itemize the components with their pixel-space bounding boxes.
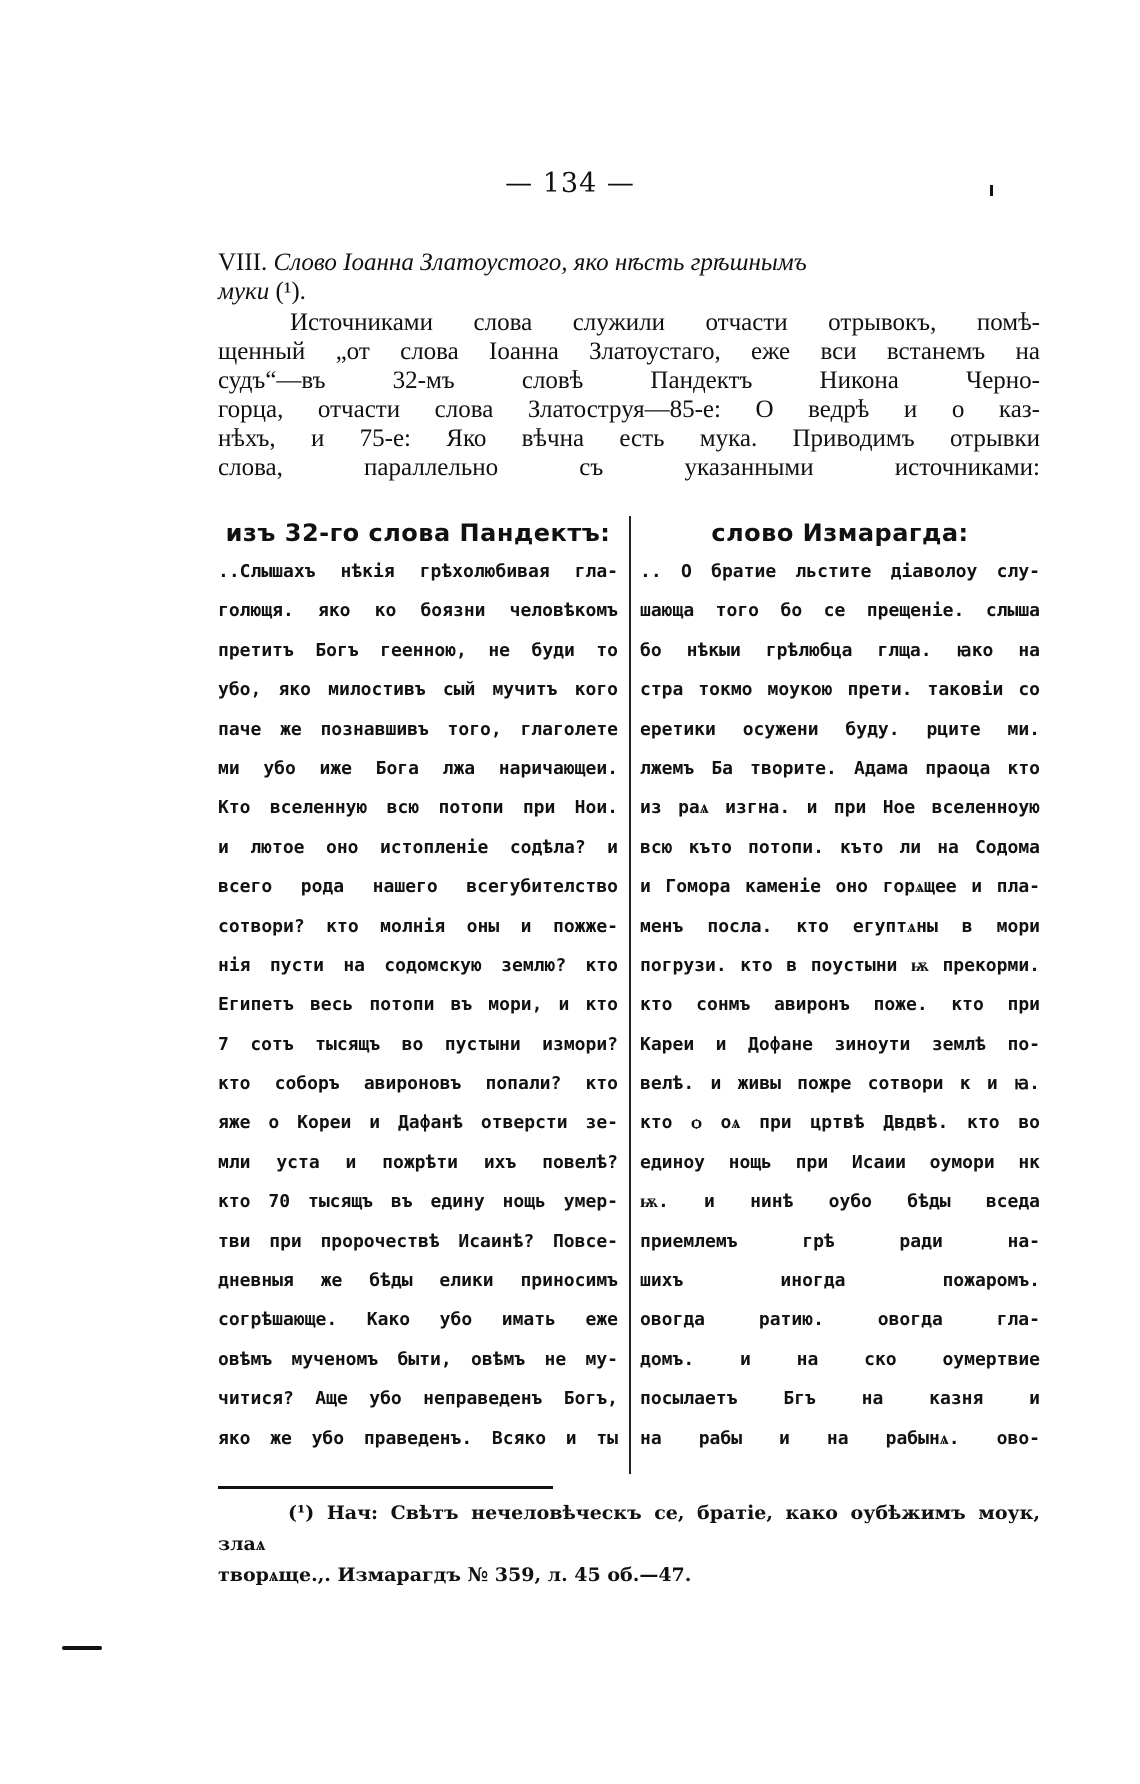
text-line: бо нѣкыи грѣлюбца глща. ꙗко на — [640, 639, 1040, 661]
body-line: щенный „от слова Іоанна Златоустаго, еже вси встанемъ на — [218, 338, 1040, 365]
text-line: приемлемъ грѣ ради на- — [640, 1230, 1040, 1252]
text-line: кто соборъ авироновъ попали? кто — [218, 1073, 618, 1095]
text-line: домъ. и на ско оумертвие — [640, 1348, 1040, 1370]
text-line: мли уста и пожрѣти ихъ повелѣ? — [218, 1151, 618, 1173]
body-line: горца, отчасти слова Златоструя—85-е: О ведрѣ и о каз- — [218, 396, 1040, 423]
text-line: из раѧ изгна. и при Ное вселенноую — [640, 797, 1040, 819]
text-line: посылаетъ Бгъ на казня и — [640, 1388, 1040, 1410]
text-line: читися? Аще убо неправеденъ Богъ, — [218, 1388, 618, 1410]
section-title: Слово Іоанна Златоустого, яко нѣсть грѣшнымъ — [273, 249, 807, 276]
body-line: Источниками слова служили отчасти отрывокъ, помѣ- — [290, 309, 1040, 336]
right-column — [640, 516, 1040, 1458]
left-column-title: изъ 32-го слова Пандектъ: — [225, 519, 611, 547]
text-line: 7 сотъ тысящъ во пустыни измори? — [218, 1033, 618, 1055]
text-line: Египетъ весь потопи въ мори, и кто — [218, 994, 618, 1016]
text-line: шихъ иногда пожаромъ. — [640, 1270, 1040, 1292]
text-line: тви при пророчествѣ Исаинѣ? Повсе- — [218, 1230, 618, 1252]
text-line: претитъ Богъ геенною, не буди то — [218, 639, 618, 661]
margin-mark — [62, 1646, 102, 1650]
scan-mark — [990, 185, 993, 196]
text-line: согрѣшающе. Како убо имать еже — [218, 1309, 618, 1331]
text-line: голющя. яко ко боязни человѣкомъ — [218, 600, 618, 622]
text-line: и лютое оно истопленіе содѣла? и — [218, 836, 618, 858]
footnote-line: творѧще.,. Измарагдъ № 359, л. 45 об.—47. — [218, 1564, 692, 1586]
text-line: велѣ. и живы пожре сотвори к и ꙗ. — [640, 1073, 1040, 1095]
parallel-texts — [218, 516, 1040, 1474]
right-column-title: слово Измарагда: — [711, 519, 969, 547]
column-divider — [629, 516, 631, 1474]
text-line: на рабы и на рабынѧ. ово- — [640, 1427, 1040, 1449]
text-line: шающа того бо се прещеніе. слыша — [640, 600, 1040, 622]
text-line: еретики осужени буду. рците ми. — [640, 718, 1040, 740]
body-line: судъ“—въ 32-мъ словѣ Пандектъ Никона Черно- — [218, 367, 1040, 394]
left-column-body — [218, 552, 618, 1458]
text-line: нія пусти на содомскую землю? кто — [218, 954, 618, 976]
footnote-rule — [218, 1486, 553, 1489]
left-column — [218, 516, 618, 1458]
text-line: Кто вселенную всю потопи при Нои. — [218, 797, 618, 819]
intro-paragraph — [218, 308, 1040, 482]
page-number: — 134 — — [505, 168, 635, 199]
text-line: .. О братие льстите діаволоу слу- — [640, 561, 1040, 582]
text-line: овогда ратию. овогда гла- — [640, 1309, 1040, 1331]
footnote — [218, 1498, 1040, 1591]
text-line: овѣмъ мученомъ быти, овѣмъ не му- — [218, 1348, 618, 1370]
text-line: убо, яко милостивъ сый мучитъ кого — [218, 679, 618, 701]
section-heading — [218, 248, 1040, 306]
text-line: стра токмо моукою прети. таковіи со — [640, 679, 1040, 701]
text-line: менъ посла. кто егуптѧны в мори — [640, 915, 1040, 937]
text-line: яко же убо праведенъ. Всяко и ты — [218, 1427, 618, 1449]
text-line: лжемъ Ба творите. Адама праоца кто — [640, 757, 1040, 779]
text-line: сотвори? кто молнія оны и пожже- — [218, 915, 618, 937]
footnote-line: (¹) Нач: Свѣтъ нечеловѣческъ се, братіе, како оубѣжимъ моук, злаѧ — [218, 1502, 1040, 1555]
section-numeral: VIII. — [218, 249, 268, 276]
text-line: ..Слышахъ нѣкія грѣхолюбивая гла- — [218, 561, 618, 582]
text-line: паче же познавшивъ того, глаголете — [218, 718, 618, 740]
text-line: и Гомора каменіе оно горѧщее и пла- — [640, 876, 1040, 898]
text-line: всего рода нашего всегубителство — [218, 876, 618, 898]
text-line: погрузи. кто в поустыни ѭ прекорми. — [640, 954, 1040, 976]
text-line: кто ѻ оѧ при цртвѣ Двдвѣ. кто во — [640, 1112, 1040, 1134]
footnote-reference: (¹). — [275, 278, 306, 305]
text-line: единоу нощь при Исаии оумори нк — [640, 1151, 1040, 1173]
text-line: всю къто потопи. къто ли на Содома — [640, 836, 1040, 858]
body-line: слова, параллельно съ указанными источниками: — [218, 454, 1040, 481]
text-line: Кареи и Дофане зиноути землѣ по- — [640, 1033, 1040, 1055]
text-line: яже о Кореи и Дафанѣ отверсти зе- — [218, 1112, 618, 1134]
body-line: нѣхъ, и 75-е: Яко вѣчна есть мука. Приводимъ отрывки — [218, 425, 1040, 452]
text-line: кто сонмъ авиронъ поже. кто при — [640, 994, 1040, 1016]
text-line: кто 70 тысящъ въ едину нощь умер- — [218, 1191, 618, 1213]
article-intro — [218, 248, 1040, 482]
text-line: дневныя же бѣды елики приносимъ — [218, 1270, 618, 1292]
text-line: ѭ. и нинѣ оубо бѣды вседа — [640, 1191, 1040, 1213]
section-title-continuation: муки — [218, 278, 270, 305]
text-line: ми убо иже Бога лжа наричающеи. — [218, 757, 618, 779]
right-column-body — [640, 552, 1040, 1458]
